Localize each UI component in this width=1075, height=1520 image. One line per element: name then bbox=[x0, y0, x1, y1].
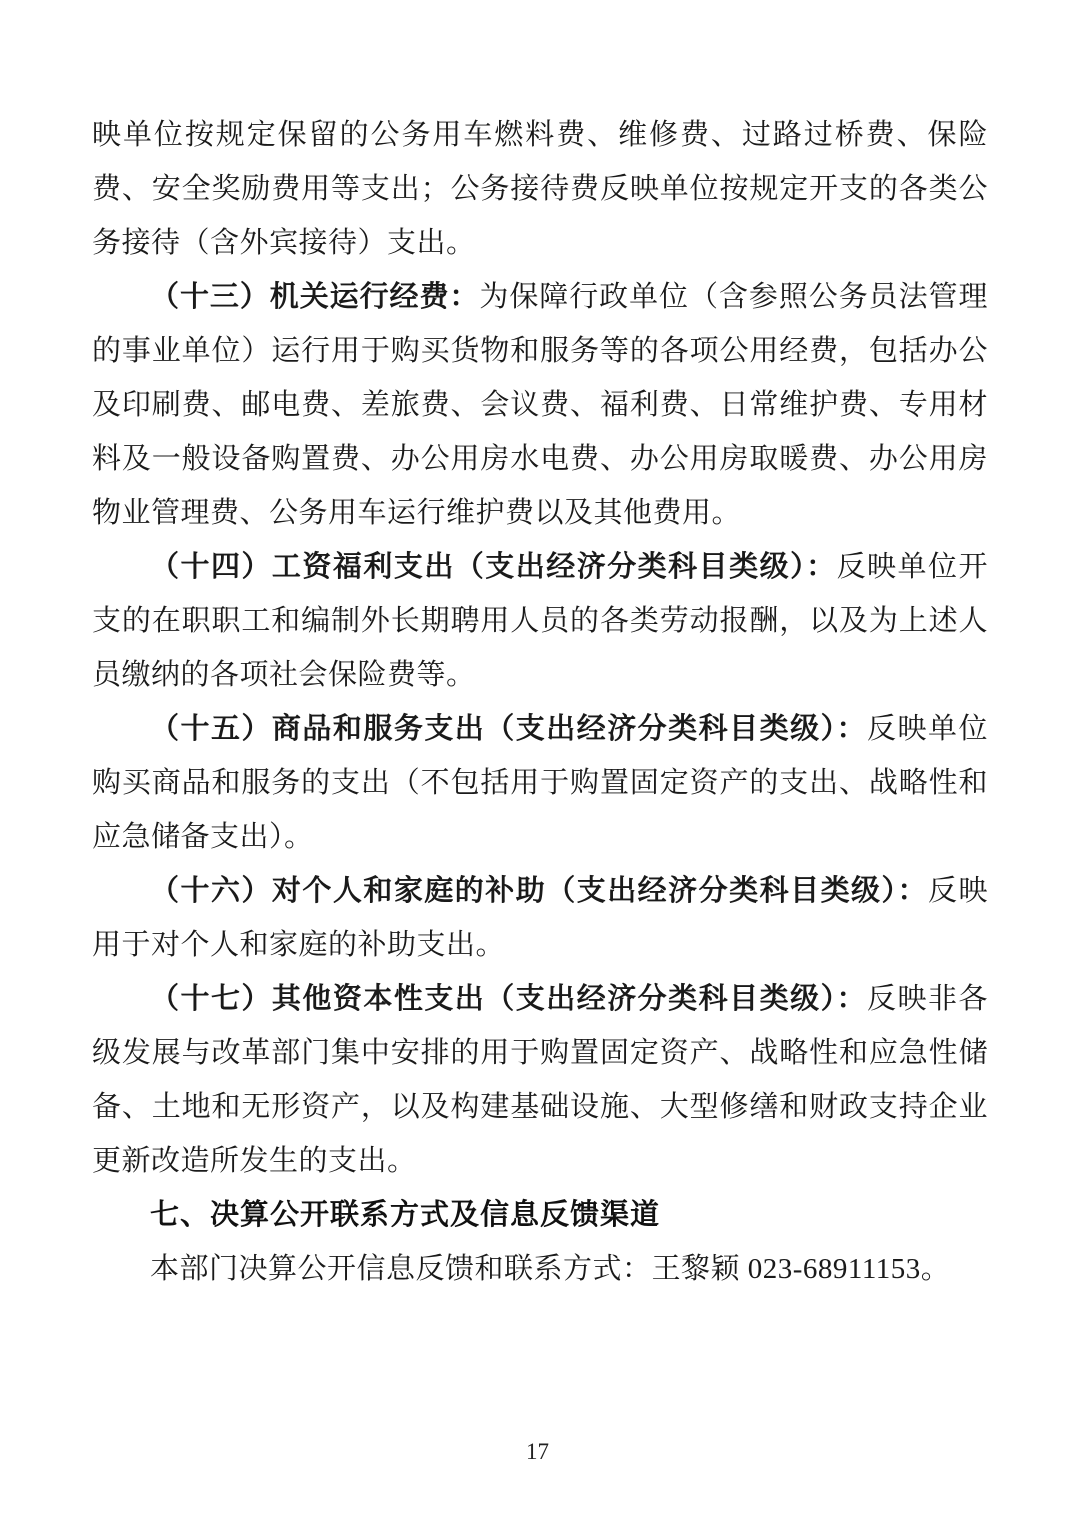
paragraph-item-17 bbox=[92, 972, 988, 1188]
paragraph-item-15 bbox=[92, 702, 988, 864]
contact-paragraph: 本部门决算公开信息反馈和联系方式：王黎颖 023-68911153。 bbox=[150, 1253, 951, 1285]
section-heading: 七、决算公开联系方式及信息反馈渠道 bbox=[150, 1199, 661, 1231]
paragraph-lead: （十四）工资福利支出（支出经济分类科目类级）： bbox=[150, 551, 837, 583]
paragraph-text: 反映用于对个人和家庭的补助支出。 bbox=[92, 875, 988, 961]
paragraph-lead: （十三）机关运行经费： bbox=[150, 281, 480, 313]
paragraph-text: 为保障行政单位（含参照公务员法管理的事业单位）运行用于购买货物和服务等的各项公用经费，包括办公及印刷费、邮电费、差旅费、会议费、福利费、日常维护费、专用材料及一般设备购置费、办公用房水电费、办公用房取暖费、办公用房物业管理费、公务用车运行维护费以及其他费用。 bbox=[92, 281, 988, 529]
paragraph-item-14 bbox=[92, 540, 988, 702]
paragraph-text: 反映非各级发展与改革部门集中安排的用于购置固定资产、战略性和应急性储备、土地和无形资产，以及构建基础设施、大型修缮和财政支持企业更新改造所发生的支出。 bbox=[92, 983, 988, 1177]
paragraph-continuation bbox=[92, 108, 988, 270]
paragraph-lead: （十五）商品和服务支出（支出经济分类科目类级）： bbox=[150, 713, 868, 745]
document-body bbox=[92, 108, 988, 1296]
page-number: 17 bbox=[526, 1439, 549, 1464]
paragraph-item-13 bbox=[92, 270, 988, 540]
paragraph-item-16 bbox=[92, 864, 988, 972]
paragraph-text: 反映单位开支的在职职工和编制外长期聘用人员的各类劳动报酬，以及为上述人员缴纳的各项社会保险费等。 bbox=[92, 551, 988, 691]
paragraph-lead: （十六）对个人和家庭的补助（支出经济分类科目类级）： bbox=[150, 875, 928, 907]
paragraph-text: 映单位按规定保留的公务用车燃料费、维修费、过路过桥费、保险费、安全奖励费用等支出；公务接待费反映单位按规定开支的各类公务接待（含外宾接待）支出。 bbox=[92, 119, 988, 259]
paragraph-lead: （十七）其他资本性支出（支出经济分类科目类级）： bbox=[150, 983, 868, 1015]
paragraph-text: 反映单位购买商品和服务的支出（不包括用于购置固定资产的支出、战略性和应急储备支出）。 bbox=[92, 713, 988, 853]
